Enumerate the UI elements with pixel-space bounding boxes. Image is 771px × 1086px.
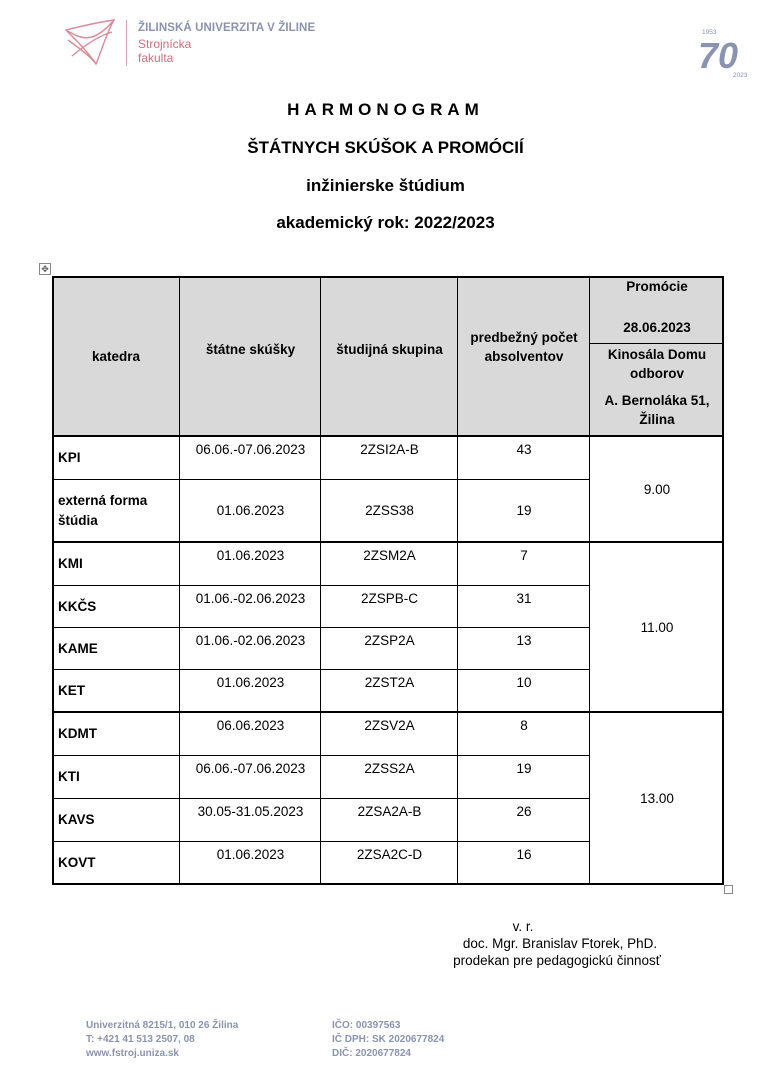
header-statne-skusky: štátne skúšky (180, 276, 321, 436)
table-border-line (457, 276, 458, 885)
footer-ic-dph: IČ DPH: SK 2020677824 (332, 1034, 445, 1045)
faculty-line-1: Strojnícka (138, 37, 192, 51)
cell-katedra: KPI (58, 450, 81, 465)
anniv-number: 70 (698, 35, 739, 76)
table-border-line (52, 883, 724, 885)
table-move-handle-icon[interactable]: ✥ (39, 263, 51, 275)
header-venue (590, 343, 724, 436)
cell-group: 2ZSS2A (364, 761, 415, 776)
signature-role: prodekan pre pedagogickú činnosť (453, 953, 661, 968)
cell-date: 01.06.2023 (216, 503, 285, 518)
cell-count: 7 (520, 548, 528, 563)
cell-group: 2ZST2A (364, 675, 415, 690)
cell-date: 01.06.2023 (216, 847, 285, 862)
cell-count: 19 (516, 503, 532, 518)
footer-phone: T: +421 41 513 2507, 08 (86, 1034, 195, 1045)
cell-date: 30.05-31.05.2023 (197, 804, 304, 819)
footer-ico: IČO: 00397563 (332, 1020, 401, 1031)
cell-katedra: KDMT (58, 726, 97, 741)
table-border-line (590, 343, 724, 344)
cell-katedra: externá forma štúdia (58, 492, 148, 528)
schedule-table (52, 276, 724, 885)
footer-dic: DIČ: 2020677824 (332, 1048, 411, 1059)
footer-ids (332, 1019, 444, 1061)
promocie-date: 28.06.2023 (623, 320, 691, 335)
cell-date: 01.06.2023 (216, 548, 285, 563)
table-resize-handle-icon[interactable] (724, 885, 733, 894)
cell-date: 01.06.2023 (216, 675, 285, 690)
table-border-line (52, 479, 590, 480)
cell-group: 2ZSV2A (364, 718, 415, 733)
venue-line-1: Kinosála Domu odborov (607, 347, 707, 381)
table-border-line (52, 541, 724, 543)
table-border-line (52, 276, 54, 885)
cell-group: 2ZSPB-C (360, 591, 418, 606)
footer-contact (86, 1019, 238, 1061)
cell-date: 06.06.-07.06.2023 (195, 442, 306, 457)
time-cell: 9.00 (643, 481, 671, 497)
header-studijna-skupina: študijná skupina (321, 276, 458, 436)
cell-count: 16 (516, 847, 532, 862)
table-border-line (320, 276, 321, 885)
title-exams: ŠTÁTNYCH SKÚŠOK A PROMÓCIÍ (247, 138, 524, 157)
table-border-line (52, 585, 590, 586)
cell-date: 01.06.-02.06.2023 (195, 591, 306, 606)
table-border-line (52, 669, 590, 670)
cell-group: 2ZSI2A-B (360, 442, 419, 457)
title-academic-year: akademický rok: 2022/2023 (276, 213, 495, 232)
title-harmonogram: HARMONOGRAM (287, 100, 484, 119)
table-border-line (179, 276, 180, 885)
cell-katedra: KOVT (58, 855, 96, 870)
cell-katedra: KET (58, 683, 85, 698)
cell-katedra: KKČS (58, 598, 97, 614)
footer-web[interactable]: www.fstroj.uniza.sk (86, 1048, 179, 1059)
cell-katedra: KAVS (58, 812, 95, 827)
table-border-line (52, 798, 590, 799)
table-border-line (52, 627, 590, 628)
table-border-line (589, 276, 590, 885)
cell-group: 2ZSP2A (364, 633, 415, 648)
cell-count: 31 (516, 591, 532, 606)
header-katedra: katedra (52, 276, 180, 436)
faculty-name (138, 37, 228, 65)
table-border-line (52, 435, 724, 437)
cell-group: 2ZSS38 (365, 503, 414, 518)
signature-vr: v. r. (512, 919, 534, 934)
cell-date: 06.06.-07.06.2023 (195, 761, 306, 776)
cell-group: 2ZSA2A-B (357, 804, 422, 819)
cell-date: 01.06.-02.06.2023 (195, 633, 306, 648)
cell-count: 8 (520, 718, 528, 733)
venue-line-2: A. Bernoláka 51, Žilina (604, 393, 710, 427)
title-study-type: inžinierske štúdium (306, 176, 465, 195)
time-cell: 13.00 (640, 790, 674, 806)
cell-group: 2ZSA2C-D (356, 847, 423, 862)
anniversary-70-logo (696, 24, 756, 82)
table-border-line (52, 755, 590, 756)
anniv-year-from: 1953 (702, 29, 717, 36)
cell-date: 06.06.2023 (216, 718, 285, 733)
cell-group: 2ZSM2A (363, 548, 416, 563)
faculty-line-2: fakulta (138, 51, 174, 65)
cell-count: 43 (516, 442, 532, 457)
cell-katedra: KMI (58, 556, 83, 571)
time-cell: 11.00 (640, 619, 674, 635)
cell-count: 13 (516, 633, 532, 648)
cell-katedra: KAME (58, 640, 98, 656)
university-name: ŽILINSKÁ UNIVERZITA V ŽILINE (138, 22, 316, 34)
table-border-line (52, 276, 724, 278)
cell-count: 10 (516, 675, 532, 690)
table-border-line (52, 711, 724, 713)
header-promocie (590, 276, 724, 343)
header-pocet-absolventov: predbežný počet absolventov (458, 276, 590, 436)
promocie-label: Promócie (626, 279, 688, 294)
footer-address: Univerzitná 8215/1, 010 26 Žilina (86, 1020, 239, 1031)
table-border-line (52, 841, 590, 842)
cell-katedra: KTI (58, 769, 80, 784)
cell-count: 19 (516, 761, 532, 776)
university-logo-icon (62, 16, 118, 68)
anniv-year-to: 2023 (733, 72, 748, 79)
cell-count: 26 (516, 804, 532, 819)
signature-name: doc. Mgr. Branislav Ftorek, PhD. (462, 936, 658, 951)
logo-divider (126, 20, 127, 66)
table-border-line (722, 276, 724, 885)
